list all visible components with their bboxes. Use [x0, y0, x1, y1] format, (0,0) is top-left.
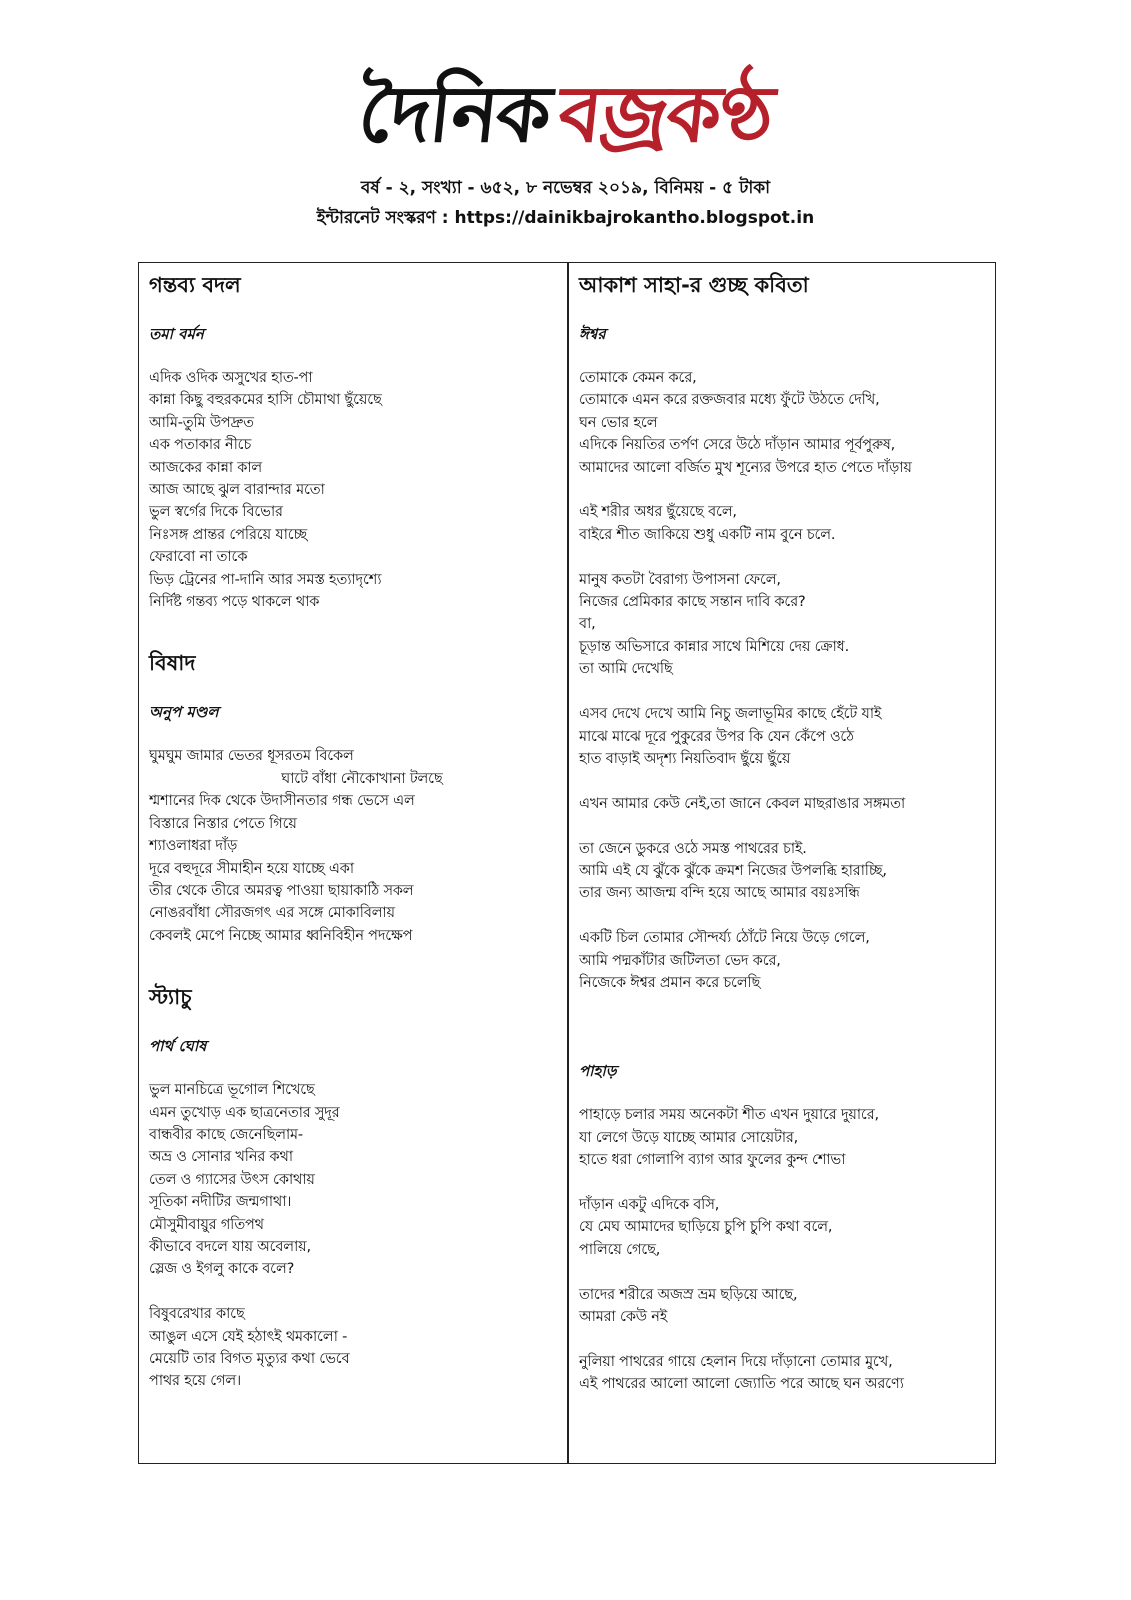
logo-word-bajrokantho: বজ্রকণ্ঠ [554, 69, 777, 160]
masthead-logo [0, 60, 1131, 170]
poem-author: অনুপ মণ্ডল [149, 703, 219, 722]
poem-title: ঈশ্বর [579, 325, 606, 343]
poem-title: স্ট্যাচু [149, 985, 192, 1010]
poem-text: তোমাকে কেমন করে, তোমাকে এমন করে রক্তজবার মধ্যে ফুঁটে উঠতে দেখি, ঘন ভোর হলে এদিকে নিয়তির তর্পণ সেরে উঠে দাঁড়ান আমার পূর্বপুরুষ, আমাদের আলো বর্জিত মুখ শূন্যের উপরে হাত পেতে দাঁড়ায় এই শরীর অধর ছুঁয়েছে বলে, বাইরে শীত জাকিয়ে শুধু একটি নাম বুনে চলে. মানুষ কতটা বৈরাগ্য উপাসনা ফেলে, নিজের প্রেমিকার কাছে সন্তান দাবি করে? বা, চূড়ান্ত অভিসারে কান্নার সাথে মিশিয়ে দেয় ক্রোধ. তা আমি দেখেছি এসব দেখে দেখে আমি নিচু জলাভূমির কাছে হেঁটে যাই মাঝে মাঝে দূরে পুকুরের উপর কি যেন কেঁপে ওঠে হাত বাড়াই অদৃশ্য নিয়তিবাদ ছুঁয়ে ছুঁয়ে এখন আমার কেউ নেই,তা জানে কেবল মাছরাঙার সঙ্গমতা তা জেনে ডুকরে ওঠে সমস্ত পাথরের চাই. আমি এই যে ঝুঁকে ঝুঁকে ক্রমশ নিজের উপলব্ধি হারাচ্ছি, তার জন্য আজন্ম বন্দি হয়ে আছে আমার বয়ঃসন্ধি একটি চিল তোমার সৌন্দর্য্য ঠোঁটে নিয়ে উড়ে গেলে, আমি পদ্মকাঁটার জটিলতা ভেদ করে, নিজেকে ঈশ্বর প্রমান করে চলেছি [579, 370, 912, 991]
right-column [569, 263, 996, 1463]
poem-author: তমা বর্মন [149, 325, 204, 343]
poem-title: পাহাড় [579, 1062, 617, 1081]
poem-author: পার্থ ঘোষ [149, 1037, 207, 1056]
poem-text: ঘুমঘুম জামার ভেতর ধূসরতম বিকেল ঘাটে বাঁধা নৌকোখানা টলছে শ্মশানের দিক থেকে উদাসীনতার গন্ধ ভেসে এল বিস্তারে নিস্তার পেতে গিয়ে শ্যাওলাধরা দাঁড় দূরে বহুদূরে সীমাহীন হয়ে যাচ্ছে একা তীর থেকে তীরে অমরত্ব পাওয়া ছায়াকাঠি সকল নোঙরবাঁধা সৌরজগৎ এর সঙ্গে মোকাবিলায় কেবলই মেপে নিচ্ছে আমার ধ্বনিবিহীন পদক্ষেপ [149, 748, 443, 944]
poem-ishwar [579, 323, 993, 994]
poem-text: এদিক ওদিক অসুখের হাত-পা কান্না কিছু বহুরকমের হাসি চৌমাথা ছুঁয়েছে আমি-তুমি উপদ্রুত এক পতাকার নীচে আজকের কান্না কাল আজ আছে ঝুল বারান্দার মতো ভুল স্বর্গের দিকে বিভোর নিঃসঙ্গ প্রান্তর পেরিয়ে যাচ্ছে ফেরাবো না তাকে ভিড় ট্রেনের পা-দানি আর সমস্ত হত্যাদৃশ্যে নির্দিষ্ট গন্তব্য পড়ে থাকলে থাক [149, 370, 382, 611]
poem-pahar [579, 1060, 993, 1395]
poem-statue [149, 983, 559, 1393]
website-info: ইন্টারনেট সংস্করণ : https://dainikbajrokantho.blogspot.in [316, 208, 815, 228]
poem-text: ভুল মানচিত্রে ভূগোল শিখেছে এমন তুখোড় এক ছাত্রনেতার সুদূর বান্ধবীর কাছে জেনেছিলাম- অভ্র ও সোনার খনির কথা তেল ও গ্যাসের উৎস কোথায় সূতিকা নদীটির জন্মগাথা। মৌসুমীবায়ুর গতিপথ কীভাবে বদলে যায় অবেলায়, স্লেজ ও ইগলু কাকে বলে? বিষুবরেখার কাছে আঙুল এসে যেই হঠাৎই থমকালো - মেয়েটি তার বিগত মৃত্যুর কথা ভেবে পাথর হয়ে গেল। [149, 1082, 350, 1390]
poem-text: পাহাড়ে চলার সময় অনেকটা শীত এখন দুয়ারে দুয়ারে, যা লেগে উড়ে যাচ্ছে আমার সোয়েটার, হাতে ধরা গোলাপি ব্যাগ আর ফুলের কুন্দ শোভা দাঁড়ান একটু এদিকে বসি, যে মেঘ আমাদের ছাড়িয়ে চুপি চুপি কথা বলে, পালিয়ে গেছে, তাদের শরীরে অজস্র ভ্রম ছড়িয়ে আছে, আমরা কেউ নই নুলিয়া পাথরের গায়ে হেলান দিয়ে দাঁড়ানো তোমার মুখে, এই পাথরের আলো আলো জ্যোতি পরে আছে ঘন অরণ্যে [579, 1107, 904, 1393]
left-column [139, 263, 567, 1463]
poem-title: গন্তব্য বদল [149, 273, 241, 297]
poem-bishad [149, 649, 559, 947]
poem-gantabya-badal [149, 271, 559, 613]
section-title: আকাশ সাহা-র গুচ্ছ কবিতা [579, 273, 809, 297]
logo-word-dainik: দৈনিক [354, 69, 555, 160]
content-frame [138, 262, 996, 1464]
issue-info: বর্ষ - ২, সংখ্যা - ৬৫২, ৮ নভেম্বর ২০১৯, বিনিময় - ৫ টাকা [360, 178, 771, 198]
poem-title: বিষাদ [149, 651, 196, 676]
